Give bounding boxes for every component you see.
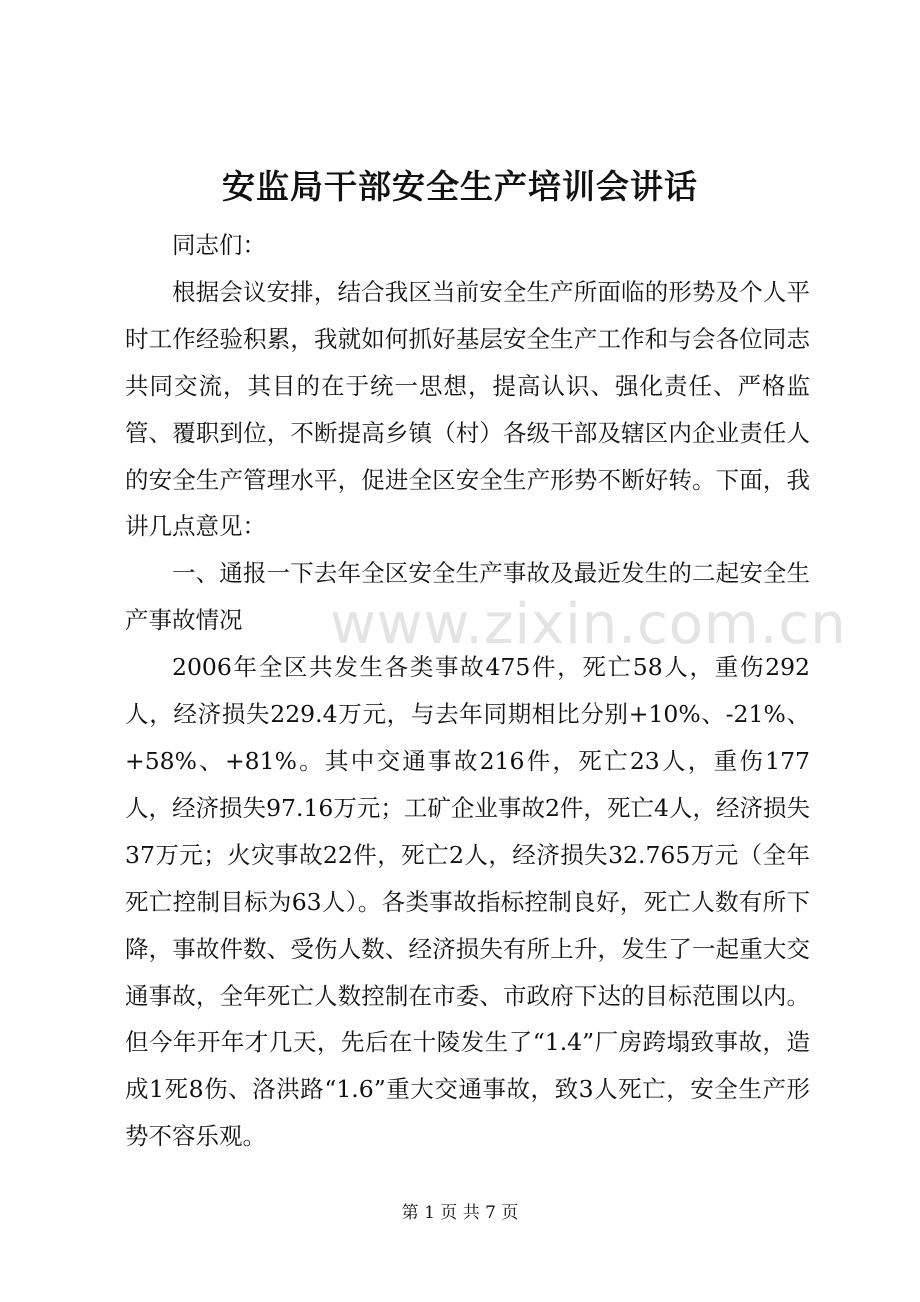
watermark: www.zixin.com.cn [330,592,847,657]
document-body [125,222,810,1160]
paragraph-statistics: 2006年全区共发生各类事故475件，死亡58人，重伤292人，经济损失229.4万元，与去年同期相比分别+10%、-21%、+58%、+81%。其中交通事故216件，死亡23人，重伤177人，经济损失97.16万元；工矿企业事故2件，死亡4人，经济损失37万元；火灾事故22件，死亡2人，经济损失32.765万元（全年死亡控制目标为63人）。各类事故指标控制良好，死亡人数有所下降，事故件数、受伤人数、经济损失有所上升，发生了一起重大交通事故，全年死亡人数控制在市委、市政府下达的目标范围以内。但今年开年才几天，先后在十陵发生了“1.4”厂房跨塌致事故，造成1死8伤、洛洪路“1.6”重大交通事故，致3人死亡，安全生产形势不容乐观。 [125,653,810,1151]
paragraph-intro: 根据会议安排，结合我区当前安全生产所面临的形势及个人平时工作经验积累，我就如何抓好基层安全生产工作和与会各位同志共同交流，其目的在于统一思想，提高认识、强化责任、严格监管、覆职到位，不断提高乡镇（村）各级干部及辖区内企业责任人的安全生产管理水平，促进全区安全生产形势不断好转。下面，我讲几点意见： [125,277,810,541]
salutation: 同志们： [172,231,266,259]
document-title: 安监局干部安全生产培训会讲话 [222,167,698,206]
page-footer: 第 1 页 共 7 页 [401,1203,519,1223]
section-heading-1: 一、通报一下去年全区安全生产事故及最近发生的二起安全生产事故情况 [125,559,810,635]
